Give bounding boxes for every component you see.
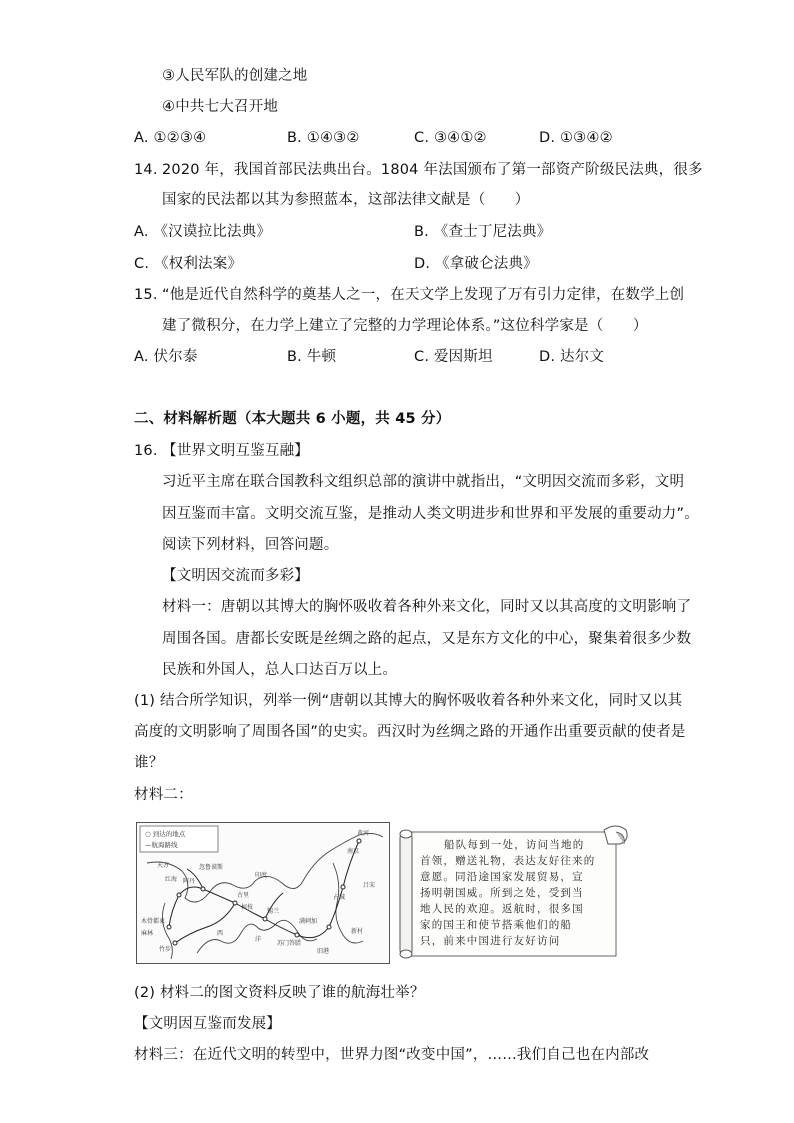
stop-marker (263, 917, 267, 921)
map-label: 竹步 (159, 946, 172, 953)
map-label: 南京 (347, 848, 360, 855)
q15-choice-a: A. 伏尔泰 (134, 349, 198, 365)
q16-intro-line2: 因互鉴而丰富。文明交流互鉴，是推动人类文明进步和世界和平发展的重要动力”。 (162, 506, 699, 522)
stop-marker (201, 887, 205, 891)
route-map-drawing (137, 823, 389, 963)
stop-marker (173, 941, 177, 945)
map-label: 西 (217, 930, 224, 937)
route-africa (175, 903, 235, 943)
q13-choice-b: B. ①④③② (287, 130, 360, 146)
q14-choice-d: D. 《拿破仑法典》 (414, 256, 538, 272)
stop-marker (167, 925, 171, 929)
map-label: 柯枝 (241, 904, 254, 911)
q15-stem-line2: 建了微积分，在力学上建立了完整的力学理论体系。”这位科学家是（ ） (162, 318, 648, 334)
map-label: 锡兰 (267, 908, 280, 915)
q14-choice-c: C. 《权利法案》 (134, 256, 243, 272)
material2-label: 材料二： (134, 787, 193, 803)
scroll-illustration (398, 822, 630, 962)
map-label: 天方 (157, 862, 170, 869)
q14-stem-line1: 2020 年，我国首部民法典出台。1804 年法国颁布了第一部资产阶级民法典，很多 (162, 162, 703, 178)
q15-number: 15. (134, 287, 158, 303)
map-label: 麻林 (141, 930, 154, 937)
map-label: 洋 (255, 936, 262, 943)
map-legend-item: —航海路线 (145, 841, 178, 849)
q14-number: 14. (134, 162, 158, 178)
scroll-text-line: 家的国王和使节搭乘他们的船 (420, 919, 573, 931)
map-label: 苏门答腊 (277, 940, 302, 947)
section-heading: 二、材料解析题（本大题共 6 小题，共 45 分） (134, 411, 451, 427)
scroll-text-line: 扬明朝国威。所到之处，受到当 (420, 887, 584, 899)
stop-marker (357, 839, 361, 843)
map-label: 印度 (255, 872, 268, 879)
map-label: 阿丹 (183, 878, 196, 885)
map-label: 新村 (351, 928, 364, 935)
subheading-exchange: 【文明因交流而多彩】 (162, 568, 309, 584)
q14-choice-a: A. 《汉谟拉比法典》 (134, 224, 272, 240)
map-label: 占城 (333, 894, 346, 901)
q16-title: 【世界文明互鉴互融】 (162, 443, 309, 459)
scroll-left-roller (400, 832, 412, 956)
q13-choice-d: D. ①③④② (539, 130, 613, 146)
q15-stem-line1: “他是近代自然科学的奠基人之一，在天文学上发现了万有引力定律，在数学上创 (162, 287, 685, 303)
q13-option-3: ③人民军队的创建之地 (162, 68, 308, 84)
map-label: 红海 (165, 876, 178, 883)
q16-intro-line3: 阅读下列材料，回答问题。 (162, 537, 339, 553)
q16-number: 16. (134, 443, 158, 459)
q15-choice-d: D. 达尔文 (539, 349, 605, 365)
question2: (2) 材料二的图文资料反映了谁的航海壮举？ (134, 985, 425, 1001)
map-label: 古里 (237, 892, 250, 899)
map-label: 满剌加 (299, 918, 318, 925)
q16-intro-line1: 习近平主席在联合国教科文组织总部的演讲中就指出，“文明因交流而多彩，文明 (162, 474, 685, 490)
q14-choice-b: B. 《查士丁尼法典》 (414, 224, 552, 240)
stop-marker (295, 933, 299, 937)
q15-choice-c: C. 爱因斯坦 (414, 349, 493, 365)
q13-choice-c: C. ③④①② (414, 130, 487, 146)
scroll-text-line: 只，前来中国进行友好访问 (420, 935, 561, 947)
scroll-text-line: 地人民的欢迎。返航时，很多国 (420, 903, 584, 915)
stop-marker (233, 901, 237, 905)
route-india (265, 893, 283, 919)
map-label: 旧港 (317, 948, 330, 955)
q13-option-4: ④中共七大召开地 (162, 99, 279, 115)
material3-line1: 材料三：在近代文明的转型中，世界力图“改变中国”，……我们自己也在内部改 (134, 1047, 650, 1063)
route-main (169, 841, 359, 938)
map-legend-item: ○ 到达的地点 (145, 830, 186, 838)
scroll-text-line: 船队每到一处，访问当地的 (444, 839, 585, 851)
scroll-text-line: 首领，赠送礼物，表达友好往来的 (420, 855, 596, 867)
subheading-mutual-learning: 【文明因互鉴而发展】 (134, 1016, 281, 1032)
q13-choice-a: A. ①②③④ (134, 130, 207, 146)
map-label: 黄河 (357, 830, 370, 837)
material1-line2: 周围各国。唐都长安既是丝绸之路的起点，又是东方文化的中心，聚集着很多少数 (162, 631, 692, 647)
map-label: 木骨都束 (141, 918, 166, 925)
voyage-route-map (136, 822, 390, 964)
map-label: 忽鲁谟斯 (199, 864, 224, 871)
stop-marker (341, 885, 345, 889)
map-label: 吕宋 (363, 882, 376, 889)
stop-marker (177, 893, 181, 897)
material1-line3: 民族和外国人，总人口达百万以上。 (162, 662, 398, 678)
material1-line1: 材料一：唐朝以其博大的胸怀吸收着各种外来文化，同时又以其高度的文明影响了 (162, 599, 692, 615)
question1-line2: 高度的文明影响了周围各国”的史实。西汉时为丝绸之路的开通作出重要贡献的使者是 (134, 724, 686, 740)
question1-line3: 谁？ (134, 755, 164, 771)
q15-choice-b: B. 牛顿 (287, 349, 337, 365)
question1-line1: (1) 结合所学知识，列举一例“唐朝以其博大的胸怀吸收着各种外来文化，同时又以其 (134, 693, 683, 709)
q14-stem-line2: 国家的民法都以其为参照蓝本，这部法律文献是（ ） (162, 192, 530, 208)
stop-marker (327, 925, 331, 929)
scroll-text-line: 意愿。同沿途国家发展贸易，宣 (420, 871, 584, 883)
